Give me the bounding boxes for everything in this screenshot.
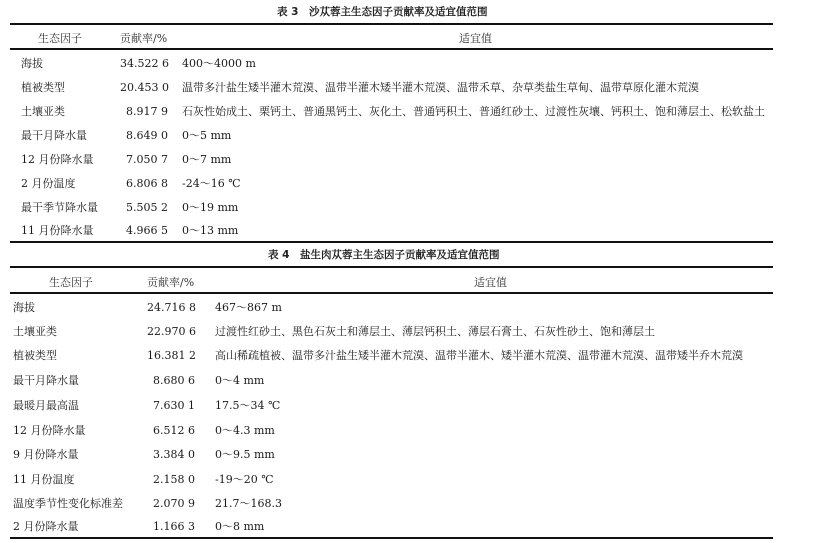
table3-header-factor: 生态因子 [38, 32, 82, 45]
range-cell: 0～19 mm [182, 201, 239, 214]
table-row [0, 369, 818, 393]
factor-cell: 海拔 [21, 57, 43, 70]
table3-header-rule [10, 48, 773, 50]
range-cell: 温带多汁盐生矮半灌木荒漠、温带半灌木矮半灌木荒漠、温带禾草、杂草类盐生草甸、温带草原化灌木荒漠 [182, 81, 699, 94]
factor-cell: 11 月份温度 [13, 473, 75, 486]
factor-cell: 土壤亚类 [21, 105, 65, 118]
range-cell: 0～5 mm [182, 129, 232, 142]
rate-cell: 22.970 6 [147, 325, 196, 338]
table-row [0, 296, 818, 320]
table-row [0, 124, 818, 148]
factor-cell: 温度季节性变化标准差 [13, 497, 123, 510]
rate-cell: 1.166 3 [153, 520, 195, 533]
table4-header-rule [10, 292, 773, 294]
range-cell: 石灰性始成土、栗钙土、普通黑钙土、灰化土、普通钙积土、普通红砂土、过渡性灰壤、钙积土、饱和薄层土、松软盐土 [182, 105, 765, 118]
table-row [0, 148, 818, 172]
table4-header-rate: 贡献率/% [147, 276, 195, 289]
table-row [0, 219, 818, 243]
table3-header-rate: 贡献率/% [120, 32, 168, 45]
factor-cell: 海拔 [13, 301, 35, 314]
table4-header-factor: 生态因子 [49, 276, 93, 289]
factor-cell: 最干月降水量 [13, 374, 79, 387]
range-cell: 21.7～168.3 [215, 497, 282, 510]
factor-cell: 土壤亚类 [13, 325, 57, 338]
table-row [0, 394, 818, 418]
rate-cell: 5.505 2 [126, 201, 168, 214]
table3-top-rule [10, 23, 773, 25]
rate-cell: 8.917 9 [126, 105, 168, 118]
range-cell: 高山稀疏植被、温带多汁盐生矮半灌木荒漠、温带半灌木、矮半灌木荒漠、温带灌木荒漠、温带矮半乔木荒漠 [215, 349, 743, 362]
range-cell: 467～867 m [215, 301, 282, 314]
rate-cell: 16.381 2 [147, 349, 196, 362]
table3-caption: 表 3 沙苁蓉主生态因子贡献率及适宜值范围 [277, 6, 488, 18]
range-cell: 17.5～34 ℃ [215, 399, 281, 412]
rate-cell: 8.649 0 [126, 129, 168, 142]
factor-cell: 2 月份降水量 [13, 520, 79, 533]
table4-bottom-rule [10, 537, 773, 539]
range-cell: 0～7 mm [182, 153, 232, 166]
range-cell: 400～4000 m [182, 57, 256, 70]
factor-cell: 最暖月最高温 [13, 399, 79, 412]
table4-top-rule [10, 266, 773, 268]
table3-header-range: 适宜值 [459, 32, 492, 45]
rate-cell: 34.522 6 [120, 57, 169, 70]
table-row [0, 172, 818, 196]
table-row [0, 468, 818, 492]
table-row [0, 515, 818, 539]
factor-cell: 12 月份降水量 [21, 153, 94, 166]
rate-cell: 8.680 6 [153, 374, 195, 387]
range-cell: 0～9.5 mm [215, 448, 275, 461]
table-row [0, 443, 818, 467]
rate-cell: 2.070 9 [153, 497, 195, 510]
factor-cell: 9 月份降水量 [13, 448, 79, 461]
factor-cell: 植被类型 [21, 81, 65, 94]
range-cell: 过渡性红砂土、黑色石灰土和薄层土、薄层钙积土、薄层石膏土、石灰性砂土、饱和薄层土 [215, 325, 655, 338]
table-row [0, 52, 818, 76]
range-cell: -19～20 ℃ [215, 473, 274, 486]
table-row [0, 196, 818, 220]
range-cell: -24～16 ℃ [182, 177, 241, 190]
factor-cell: 11 月份降水量 [21, 224, 94, 237]
rate-cell: 20.453 0 [120, 81, 169, 94]
table3-bottom-rule [10, 241, 773, 243]
rate-cell: 2.158 0 [153, 473, 195, 486]
range-cell: 0～4.3 mm [215, 424, 275, 437]
rate-cell: 4.966 5 [126, 224, 168, 237]
rate-cell: 3.384 0 [153, 448, 195, 461]
table-row [0, 492, 818, 516]
rate-cell: 7.050 7 [126, 153, 168, 166]
rate-cell: 6.512 6 [153, 424, 195, 437]
table-row [0, 419, 818, 443]
range-cell: 0～13 mm [182, 224, 239, 237]
range-cell: 0～4 mm [215, 374, 265, 387]
factor-cell: 12 月份降水量 [13, 424, 86, 437]
table-row [0, 100, 818, 124]
table-row [0, 320, 818, 344]
factor-cell: 最干季节降水量 [21, 201, 98, 214]
factor-cell: 2 月份温度 [21, 177, 76, 190]
table-row [0, 344, 818, 368]
table4-caption: 表 4 盐生肉苁蓉主生态因子贡献率及适宜值范围 [268, 249, 500, 261]
factor-cell: 最干月降水量 [21, 129, 87, 142]
rate-cell: 6.806 8 [126, 177, 168, 190]
rate-cell: 7.630 1 [153, 399, 195, 412]
rate-cell: 24.716 8 [147, 301, 196, 314]
range-cell: 0～8 mm [215, 520, 265, 533]
table4-header-range: 适宜值 [474, 276, 507, 289]
table-row [0, 76, 818, 100]
factor-cell: 植被类型 [13, 349, 57, 362]
